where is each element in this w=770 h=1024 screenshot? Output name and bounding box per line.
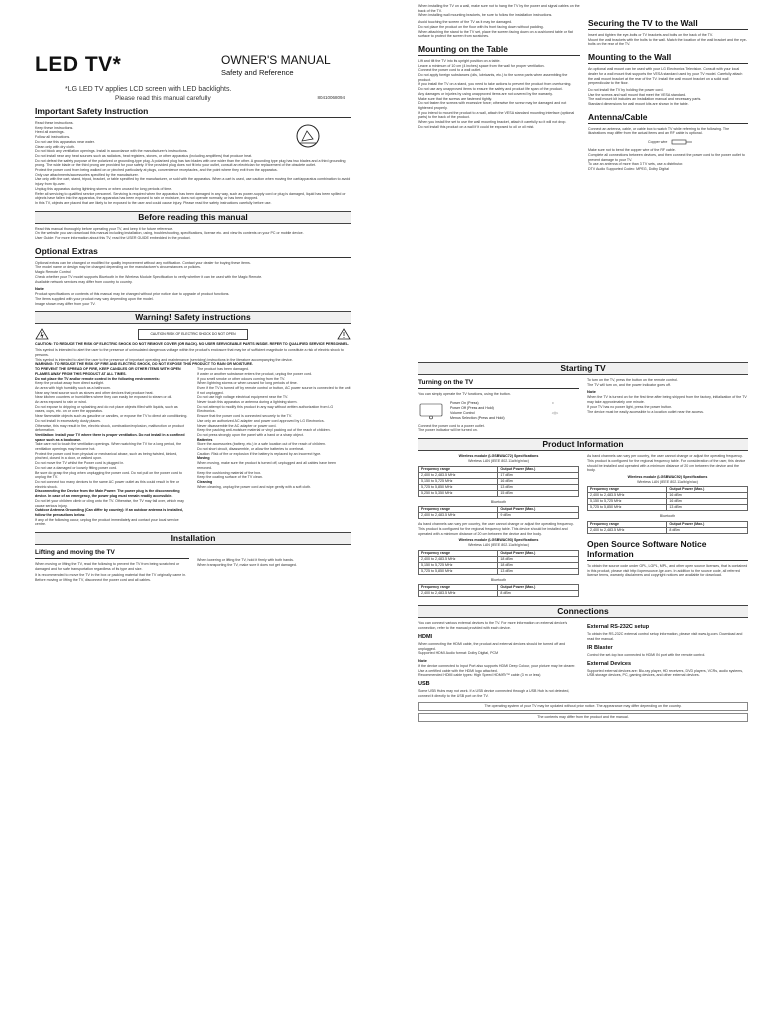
table-subheading: Wireless LAN (IEEE 802.11a/b/g/n/ac) [468, 458, 529, 463]
list-item: Do not use high voltage electrical equipment near the TV. [197, 395, 289, 400]
list-item: Moving [197, 456, 210, 461]
list-item: Do not install in excessively dusty places. [35, 418, 101, 423]
list-item: Do not place the TV and/or remote control in the following environments: [35, 376, 160, 381]
list-item: When transporting the TV, make sure it does not get damaged. [197, 562, 297, 567]
table-cell: ○ [551, 400, 554, 405]
table-cell: Frequency range [419, 550, 498, 556]
list-item: This symbol is intended to alert the user to the presence of important operating and maintenance (servicing) instructions in the literature accompanying the device. [35, 357, 293, 362]
list-item: Do not connect too many devices to the same AC power outlet as this could result in fire or electric shock. [35, 479, 180, 489]
table-subheading: Wireless LAN (IEEE 802.11a/b/g/n/ac) [637, 479, 698, 484]
list-item: Near kitchen counters or humidifiers where they can easily be exposed to steam or oil. [35, 395, 173, 400]
copper-wire-label: Copper wire [648, 139, 668, 144]
list-item: The device must be easily accessible to a location outlet near the access. [587, 409, 704, 414]
list-item: Be sure do grasp the plug when unplugging the power cord. Do not pull on the power cord to unplug the TV. [35, 470, 183, 480]
list-item: Disconnecting the Device from the Main Power: The power plug is the disconnecting device. In case of an emergency, the power plug must remain readily accessible. [35, 489, 180, 499]
list-item: DTV Audio Supported Codec: MPEG, Dolby Digital [588, 166, 669, 171]
table-cell: Power Off (Press and Hold) [450, 405, 494, 410]
table-subheading: Wireless LAN (IEEE 802.11a/b/g/n/ac) [468, 543, 529, 548]
list-item: Do not expose to dripping or splashing and do not place objects filled with liquids, such as vases, cups, etc. on or over the apparatus. [35, 404, 178, 414]
list-item: Keep these instructions. [35, 125, 74, 130]
table-cell: 5,725 to 5,850 MHz [588, 505, 667, 511]
list-item: Do not let your children climb or cling onto the TV. Otherwise, the TV may fall over, which may cause serious injury. [35, 498, 184, 508]
table-cell: Frequency range [588, 522, 667, 528]
securing-heading: Securing the TV to the Wall [588, 18, 748, 30]
antenna-heading: Antenna/Cable [588, 112, 748, 124]
list-item: The model name or design may be changed depending on the manufacturer's circumstances or policies. [35, 265, 201, 270]
list-item: On the website you can download this manual including installation, using, troubleshooting, specifications, license etc. and view its contents on your PC or mobile device. [35, 231, 304, 236]
ir-blaster-text: Control the set-top box connected to HDMI IN port with the remote control. [587, 652, 706, 657]
installation-heading: Installation [35, 532, 351, 545]
column-1 [35, 0, 351, 1024]
list-item: An area with high humidity such as a bathroom. [35, 385, 111, 390]
table-cell: 5,725 to 5,850 MHz [419, 484, 498, 490]
caution-text: CAUTION: TO REDUCE THE RISK OF ELECTRIC SHOCK DO NOT REMOVE COVER (OR BACK). NO USER SERVICEABLE PARTS INSIDE. REFER TO QUALIFIED SERVICE PERSONNEL. [35, 341, 350, 346]
external-devices-text: Supported external devices are: Blu-ray player, HD receivers, DVD players, VCRs, audio systems, USB storage devices, PC, gaming devices, and other external devices. [587, 668, 743, 678]
list-item: When cleaning, unplug the power cord and wipe gently with a soft cloth. [197, 484, 312, 489]
table-row [419, 513, 579, 519]
table-cell: 2,400 to 2,483.5 MHz [419, 556, 498, 562]
table-cell: 16 dBm [667, 499, 748, 505]
table-cell: 5,250 to 5,350 MHz [419, 490, 498, 496]
list-item: Do not defeat the safety purpose of the polarized or grounding-type plug. A polarized plug has two blades with one wider than the other. A grounding type plug has two blades and a third grounding prong. The wide blade or the third prong are provided for your safety. If the provided plug does not fit into your outlet, consult an electrician for replacement of the obsolete outlet. [35, 158, 346, 168]
table-row [448, 416, 568, 421]
list-item: Never disassemble the AC adapter or power cord. [197, 423, 277, 428]
list-item: When the TV is turned on for the first time after being shipped from the factory, initialization of the TV may take approximately one minute. [587, 395, 747, 405]
list-item: Mount the wall brackets with the bolts to the wall. Match the location of the wall bracket and the eye-bolts on the rear of the TV. [588, 37, 748, 47]
list-item: Complete all connections between devices, and then connect the power cord to the power outlet to prevent damage to your TV. [588, 152, 745, 162]
tv-button-icon [418, 402, 444, 420]
list-item: If any of the following occur, unplug the product immediately and contact your local service centre. [35, 517, 179, 527]
bluetooth-spec-table [418, 506, 579, 519]
list-item: Store the accessories (battery, etc.) in a safe location out of the reach of children. [197, 442, 326, 447]
table-cell: Output Power (Max.) [498, 507, 579, 513]
list-item: To turn on the TV, press the button on the remote control. [587, 378, 678, 382]
footer-note-2: The contents may differ from the product and the manual. [418, 713, 748, 722]
table-cell: 5,150 to 5,725 MHz [588, 499, 667, 505]
before-reading-heading: Before reading this manual [35, 211, 351, 224]
bluetooth-spec-table-2 [418, 584, 579, 597]
table-cell: Menus Selection (Press and Hold) [450, 415, 505, 420]
list-item: Use only with the cart, stand, tripod, bracket, or table specified by the manufacturer, or sold with the apparatus. When a cart is used, use caution when moving the cart/apparatus combination to avoid injury from tip-over. [35, 177, 351, 187]
list-item: Near flammable objects such as gasoline or candles, or expose the TV to direct air conditioning. [35, 414, 188, 419]
list-item: Do not install near any heat sources such as radiators, heat registers, stoves, or other apparatus (including amplifiers) that produce heat. [35, 153, 253, 158]
table-cell: 2,400 to 2,483.5 MHz [419, 472, 498, 478]
note-label: Note [35, 286, 44, 292]
warning-heading: Warning! Safety instructions [35, 311, 351, 324]
manual-code: 80410068094 [317, 95, 345, 100]
list-item: Do not use any unapproved items to ensure the safety and product life span of the product. [418, 87, 563, 92]
list-item: To use an antenna of more than 3 TV sets, use a distributor. [588, 162, 684, 167]
turning-on-heading: Turning on the TV [418, 379, 579, 389]
list-item: Follow all instructions. [35, 135, 71, 140]
table-cell: 16 dBm [667, 493, 748, 499]
list-item: Check whether your TV model supports Bluetooth in the Wireless Module Specification to verify whether it can be used with the Magic Remote. [35, 274, 263, 279]
list-item: Leave a minimum of 10 cm (4 inches) space from the wall for proper ventilation. [418, 63, 545, 68]
table-cell: Frequency range [419, 466, 498, 472]
list-item: Supported HDMI Audio format: Dolby Digital, PCM [418, 651, 499, 656]
list-item: Use the screws and wall mount that meet the VESA standard. [588, 92, 687, 97]
read-carefully: Please read this manual carefully [115, 95, 211, 102]
button-functions-table [448, 401, 568, 421]
table-subheading: Bluetooth [659, 514, 676, 519]
safety-note: In this TV, objects are placed that are likely to be exposed to the user and could cause injury. Please read the safety instructions carefully before use. [35, 200, 272, 205]
list-item: Do not press strongly upon the panel with a hand or a sharp object. [197, 432, 304, 437]
list-item: Otherwise, this may result in fire, electric shock, combustion/explosion, malfunction or product deformation. [35, 423, 185, 433]
list-item: Do not move the TV whilst the Power cord is plugged in. [35, 461, 125, 466]
list-item: Caution: Risk of fire or explosion if the battery is replaced by an incorrect type. [197, 451, 322, 456]
list-item: When lowering or lifting the TV, hold it firmly with both hands. [197, 558, 294, 563]
wireless-spec-table-2 [418, 550, 579, 575]
table-heading: Wireless module (LGSBWAC72) Specifications [458, 454, 539, 459]
list-item: The wall mount kit includes an installation manual and necessary parts. [588, 97, 702, 102]
list-item: If the device connected to Input Port also supports HDMI Deep Colour, your picture may be clearer. [418, 663, 576, 668]
list-item: Image shown may differ from your TV. [35, 301, 96, 306]
ir-blaster-heading: IR Blaster [587, 644, 613, 651]
list-item: Do not block any ventilation openings. Install in accordance with the manufacturer's instructions. [35, 149, 188, 154]
list-item: WARNING: TO REDUCE THE RISK OF FIRE AND ELECTRIC SHOCK, DO NOT EXPOSE THIS PRODUCT TO RAIN OR MOISTURE. [35, 362, 253, 367]
list-item: TO PREVENT THE SPREAD OF FIRE, KEEP CANDLES OR OTHER ITEMS WITH OPEN FLAMES AWAY FROM THIS PRODUCT AT ALL TIMES. [35, 367, 181, 376]
table-row [419, 568, 579, 574]
list-item: Batteries [197, 437, 213, 442]
bluetooth-spec-table-3 [587, 521, 748, 534]
table-cell: Output Power (Max.) [667, 487, 748, 493]
table-cell: 2,400 to 2,483.5 MHz [419, 591, 498, 597]
list-item: If your TV has no power light, press the power button. [587, 404, 673, 409]
list-item: Keep the product away from direct sunlight. [35, 381, 105, 386]
list-item: Take care not to touch the ventilation openings. When watching the TV for a long period, the ventilation openings may become hot. [35, 442, 182, 452]
product-information-heading: Product Information [418, 438, 748, 451]
safety-list [35, 121, 291, 149]
table-cell: 8 dBm [498, 591, 579, 597]
list-item: Do not use a damaged or loosely fitting power cord. [35, 465, 118, 470]
list-item: An area exposed to rain or wind. [35, 400, 87, 405]
list-item: Ensure that the power cord is connected securely to the TV. [197, 414, 292, 419]
list-item: Standard dimensions for wall mount kits are shown in the table. [588, 102, 689, 107]
footer-note-1: The operating system of your TV may be updated without prior notice. The appearance may differ depending on the country. [418, 702, 748, 711]
rs232-heading: External RS-232C setup [587, 624, 650, 631]
tagline: *LG LED TV applies LCD screen with LED backlights. [65, 86, 232, 93]
list-item: When installing the TV on a wall, make sure not to hang the TV by the power and signal cables on the back of the TV. [418, 4, 580, 13]
note-label: Note [418, 657, 427, 663]
list-item: Use only an authorized AC adapter and power cord approved by LG Electronics. [197, 418, 325, 423]
list-item: Never touch this apparatus or antenna during a lightning storm. [197, 400, 298, 405]
table-cell: ◁ ▷ [551, 410, 559, 415]
right-lower [418, 362, 748, 1024]
table-row [419, 591, 579, 597]
mounting-wall-text: An optional wall mount can be used with your LG Electronics Television. Consult with your local dealer for a wall mount that supports the VESA standard used by your TV model. Carefully attach the wall mount bracket at the rear of the TV. Install the wall mount bracket on a solid wall perpendicular to the floor. [588, 67, 743, 86]
cart-tip-over-icon [295, 123, 321, 149]
table-cell: 5,150 to 5,725 MHz [419, 562, 498, 568]
list-item: Any damages or injuries by using unapproved items are not covered by the warranty. [418, 91, 553, 96]
list-item: Outdoor Antenna Grounding (Can differ by country): If an outdoor antenna is installed, follow the precautions below. [35, 508, 183, 517]
caution-box: CAUTION RISK OF ELECTRIC SHOCK DO NOT OPEN [138, 329, 248, 339]
table-row [588, 505, 748, 511]
header [35, 0, 351, 100]
table-subheading: Bluetooth [490, 577, 507, 582]
list-item: Do not short circuit, disassemble, or allow the batteries to overheat. [197, 447, 305, 452]
list-item: Protect the power cord from being walked on or pinched particularly at plugs, convenience receptacles, and the point where they exit from the apparatus. [35, 168, 278, 173]
list-item: Connect the power cord to a wall outlet. [418, 68, 482, 73]
list-item: Optional extras can be changed or modified for quality improvement without any notification. Contact your dealer for buying these items. [35, 260, 251, 265]
external-devices-heading: External Devices [587, 660, 632, 667]
owners-manual-label: OWNER'S MANUAL [221, 53, 331, 67]
list-item: Refer all servicing to qualified service personnel. Servicing is required when the apparatus has been damaged in any way, such as power-supply cord or plug is damaged, liquid has been spilled or objects have fallen into the apparatus, the apparatus has been exposed to rain or moisture, does not operate normally, or has been dropped. [35, 191, 346, 201]
list-item: Near any heat source such as stoves and other devices that produce heat. [35, 390, 154, 395]
list-item: The product has been damaged. [197, 367, 249, 372]
starting-tv-heading: Starting TV [418, 362, 748, 375]
list-item: Connect the power cord to a power outlet. [418, 423, 485, 428]
table-cell: 18 dBm [498, 556, 579, 562]
list-item: Do not place the product on the floor with its front facing down without padding. [418, 24, 544, 29]
table-row [419, 490, 579, 496]
list-item: When connecting the HDMI cable, the product and external devices should be turned off and unplugged. [418, 641, 566, 651]
table-cell: Frequency range [419, 507, 498, 513]
safety-instruction-heading: Important Safety Instruction [35, 106, 351, 118]
list-item: Do not fasten the screws with excessive force; otherwise the screw may be damaged and not tightened properly. [418, 101, 567, 110]
warning-list-left [35, 367, 189, 527]
list-item: If you install the TV on a stand, you need to take actions to prevent the product from overturning. [418, 82, 572, 87]
table-cell: 18 dBm [498, 562, 579, 568]
usb-heading: USB [418, 681, 430, 688]
table-cell: 8 dBm [667, 528, 748, 534]
oss-text: To obtain the source code under GPL, LGPL, MPL, and other open source licenses, that is contained in this product, please visit http://opensource.lge.com. In addition to the source code, all referred license terms, warranty disclaimers and copyright notices are available for download. [587, 564, 748, 578]
list-item: Keep the packing anti-moisture material or vinyl packing out of the reach of children. [197, 428, 331, 433]
list-item: User Guide: For more information about this TV, read the USER GUIDE embedded in the product. [35, 236, 191, 241]
list-item: Avoid touching the screen of the TV as it may be damaged. [418, 20, 513, 25]
list-item: It is recommended to move the TV in the box or packing material that the TV originally came in. [35, 573, 187, 578]
table-cell: 13 dBm [498, 484, 579, 490]
subtitle: Safety and Reference [221, 68, 294, 77]
optional-extras-heading: Optional Extras [35, 246, 351, 258]
lightning-warning-icon [35, 328, 49, 340]
table-cell: Output Power (Max.) [498, 550, 579, 556]
lifting-text: When moving or lifting the TV, read the following to prevent the TV from being scratched or damaged and for safe transportation regardless of its type and size. [35, 562, 180, 571]
list-item: When attaching the stand to the TV set, place the screen facing down on a cushioned table or flat surface to protect the screen from scratches. [418, 29, 573, 39]
list-item: Available network services may differ from country to country. [35, 279, 133, 284]
lifting-heading: Lifting and moving the TV [35, 549, 189, 559]
list-item: Insert and tighten the eye-bolts or TV brackets and bolts on the back of the TV. [588, 33, 713, 37]
table-subheading: Bluetooth [490, 499, 507, 504]
usb-text: Some USB Hubs may not work. If a USB device connected through a USB Hub is not detected, connect it directly to the USB port on the TV. [418, 689, 570, 698]
note-label: Note [587, 389, 596, 395]
antenna-text: Connect an antenna, cable, or cable box to watch TV while referring to the following. The illustrations may differ from the actual items and an RF cable is optional. [588, 126, 730, 136]
mounting-wall-heading: Mounting to the Wall [588, 52, 748, 64]
table-cell: 13 dBm [498, 568, 579, 574]
exclamation-warning-icon [337, 328, 351, 340]
list-item: Make sure not to bend the copper wire of the RF cable. [588, 148, 676, 153]
list-item: If you smell smoke or other odours coming from the TV. [197, 376, 286, 381]
table-cell: Frequency range [419, 585, 498, 591]
list-item: Only use attachments/accessories specified by the manufacturer. [35, 172, 139, 177]
list-item: Ventilation: Install your TV where there is proper ventilation. Do not install in a confined space such as a bookcase. [35, 432, 185, 442]
list-item: When lightning storms or when unused for long periods of time. [197, 381, 298, 386]
list-item: Make sure that the screws are fastened tightly. [418, 96, 493, 101]
table-cell [550, 416, 568, 421]
rs232-text: To obtain the RS-232C external control setup information, please visit www.lg.com. Download and read the manual. [587, 632, 743, 642]
table-row [588, 528, 748, 534]
list-item: Do not attempt to modify this product in any way without written authorization from LG Electronics. [197, 404, 334, 414]
list-item: Keep the coating surface of the TV clean. [197, 475, 263, 480]
list-item: When installing wall mounting brackets, be sure to follow the installation instructions. [418, 13, 553, 18]
wireless-spec-table-3 [587, 486, 748, 511]
list-item: Product specifications or contents of this manual may be changed without prior notice due to upgrade of product functions. [35, 292, 230, 297]
table-cell: Output Power (Max.) [498, 585, 579, 591]
list-item: When moving, make sure the product is turned off, unplugged and all cables have been removed. [197, 461, 336, 470]
list-item: This symbol is intended to alert the user to the presence of uninsulated dangerous voltage within the product's enclosure that may be of sufficient magnitude to constitute a risk of electric shock to persons. [35, 348, 344, 357]
list-item: Protect the power cord from physical or mechanical abuse, such as being twisted, kinked, pinched, closed in a door, or walked upon. [35, 451, 178, 461]
list-item: Do not apply foreign substances (oils, lubricants, etc.) to the screw parts when assembling the product. [418, 73, 568, 82]
list-item: If you intend to mount the product to a wall, attach the VESA standard mounting interface (optional parts) to the back of the product. [418, 110, 575, 120]
hdmi-heading: HDMI [418, 633, 433, 640]
list-item: The power indicator will be turned on. [418, 428, 478, 433]
list-item: If water or another substance enters the product, unplug the power cord. [197, 371, 313, 376]
product-text: As band channels can vary per country, the user cannot change or adjust the operating frequency. This product is configured for the regional frequency table. This device should be installed and operated with a minimum distance of 20 cm between the device and the body. [418, 522, 574, 536]
list-item: Read this manual thoroughly before operating your TV, and keep it for future reference. [35, 226, 174, 231]
table-cell: 5,150 to 5,725 MHz [419, 478, 498, 484]
connections-text: You can connect various external devices to the TV. For more information on external device's connection, refer to the manual provided with each device. [418, 621, 568, 631]
list-item: Magic Remote Control [35, 270, 71, 275]
list-item: Before moving or lifting the TV, disconnect the power cord and all cables. [35, 578, 151, 583]
table-cell: 16 dBm [498, 478, 579, 484]
table-cell: 2,400 to 2,483.5 MHz [588, 493, 667, 499]
table-cell: Output Power (Max.) [498, 466, 579, 472]
table-cell: 2,400 to 2,483.5 MHz [588, 528, 667, 534]
product-text: As band channels can vary per country, the user cannot change or adjust the operating frequency. This product is configured for the regional frequency table. For consideration of the user, this device should be installed and operated with a minimum distance of 20 cm between the device and the body. [587, 454, 746, 473]
list-item: Use a certified cable with the HDMI logo attached. [418, 668, 498, 673]
manual-title: LED TV* [35, 53, 122, 76]
mounting-table-heading: Mounting on the Table [418, 44, 580, 56]
rf-cable-icon [671, 138, 693, 146]
table-heading: Wireless module (LGSBWAC92) Specifications [627, 474, 708, 479]
table-cell: 9 dBm [498, 513, 579, 519]
list-item: The TV will turn on, and the power indicator goes off. [587, 382, 671, 387]
table-heading: Wireless module (LGSBWAC93) Specifications [458, 538, 539, 543]
table-cell: 5,725 to 5,850 MHz [419, 568, 498, 574]
turning-on-text: You can simply operate the TV functions, using the button. [418, 392, 511, 396]
list-item: Even if the TV is turned off by remote control or button, AC power source is connected to the unit if not unplugged. [197, 385, 351, 395]
table-cell: 13 dBm [667, 505, 748, 511]
wireless-spec-table [418, 466, 579, 497]
list-item: Do not use this apparatus near water. [35, 139, 95, 144]
list-item: Do not install this product on a wall if it could be exposed to oil or oil mist. [418, 124, 535, 129]
list-item: Do not install the TV by holding the power cord. [588, 87, 664, 92]
connections-heading: Connections [418, 605, 748, 618]
list-item: When you install the set to use the wall mounting bracket, attach it carefully so it will not drop. [418, 120, 567, 125]
list-item: Cleaning [197, 479, 213, 484]
list-item: Heed all warnings. [35, 130, 65, 135]
table-cell: 2,400 to 2,483.5 MHz [419, 513, 498, 519]
warning-list-right [197, 367, 351, 527]
list-item: Keep the cushioning material of the box. [197, 470, 262, 475]
list-item: Unplug this apparatus during lightning storms or when unused for long periods of time. [35, 186, 173, 191]
list-item: Recommended HDMI cable types: High Speed HDMI®/™ cable (3 m or less) [418, 673, 541, 678]
list-item: Read these instructions. [35, 121, 74, 125]
table-cell: Output Power (Max.) [667, 522, 748, 528]
table-cell: Power On (Press) [450, 400, 479, 405]
table-cell: Frequency range [588, 487, 667, 493]
list-item: Clean only with dry cloth. [35, 144, 75, 149]
table-cell: 15 dBm [498, 490, 579, 496]
oss-heading: Open Source Software Notice Information [587, 539, 748, 561]
column-3 [588, 0, 748, 360]
list-item: Lift and tilt the TV into its upright position on a table. [418, 58, 501, 63]
list-item: The items supplied with your product may vary depending upon the model. [35, 296, 154, 301]
table-cell: Volume Control [450, 410, 475, 415]
table-cell: 17 dBm [498, 472, 579, 478]
